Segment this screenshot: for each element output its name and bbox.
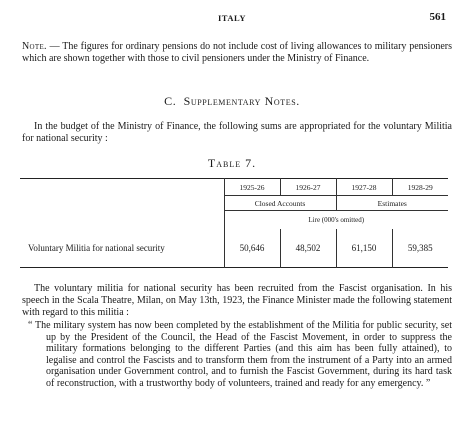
section-letter: C.: [164, 94, 177, 108]
row-label: Voluntary Militia for national security: [28, 243, 165, 253]
militia-budget-table: [20, 178, 448, 268]
minister-quote: [22, 320, 452, 389]
section-heading: [0, 94, 464, 109]
table-caption: Table 7.: [207, 156, 257, 170]
quote-text: “ The military system has now been completed by the establishment of the Militia for public security, set up by the President of the Council, the Head of the Fascist Movement, in order to suppress the military formations belonging to the different Parties (and this aim has been fully attained), to legalise and control the Fascists and to transform them from the instrument of a Party into an armed organisation under Government control, and to furnish the Fascist Government, during its hard task of reconstruction, with a trustworthy body of volunteers, trained and ready for any emergency. ”: [28, 320, 452, 389]
militia-paragraph-text: The voluntary militia for national security has been recruited from the Fascist organisation. In his speech in the Scala Theatre, Milan, on May 13th, 1923, the Finance Minister made the following statement with regard to this militia :: [22, 283, 452, 318]
table-stub-header: [20, 179, 224, 230]
intro-paragraph: [22, 121, 452, 145]
page-number: 561: [429, 11, 446, 23]
closed-accounts-header: Closed Accounts: [224, 196, 336, 211]
note-text: — The figures for ordinary pensions do not include cost of living allowances to military pensioners which are shown together with those to civil pensioners under the Ministry of Finance.: [22, 41, 452, 64]
table-row: [20, 229, 448, 268]
table-cell: 48,502: [280, 229, 336, 268]
table-cell: 61,150: [336, 229, 392, 268]
running-head: [0, 11, 464, 25]
unit-header: Lire (000's omitted): [224, 211, 448, 230]
table-cell: 50,646: [224, 229, 280, 268]
estimates-header: Estimates: [336, 196, 448, 211]
year-header: 1925-26: [224, 179, 280, 196]
table-header-years: [20, 179, 448, 196]
militia-paragraph: [22, 283, 452, 319]
year-header: 1927-28: [336, 179, 392, 196]
section-title: Supplementary Notes.: [183, 94, 300, 108]
running-title: ITALY: [217, 13, 246, 23]
note-label: Note.: [22, 41, 47, 52]
table-cell: 59,385: [392, 229, 448, 268]
pension-note: [22, 41, 452, 65]
year-header: 1928-29: [392, 179, 448, 196]
intro-text: In the budget of the Ministry of Finance, the following sums are appropriated for the voluntary Militia for national security :: [22, 121, 452, 144]
year-header: 1926-27: [280, 179, 336, 196]
